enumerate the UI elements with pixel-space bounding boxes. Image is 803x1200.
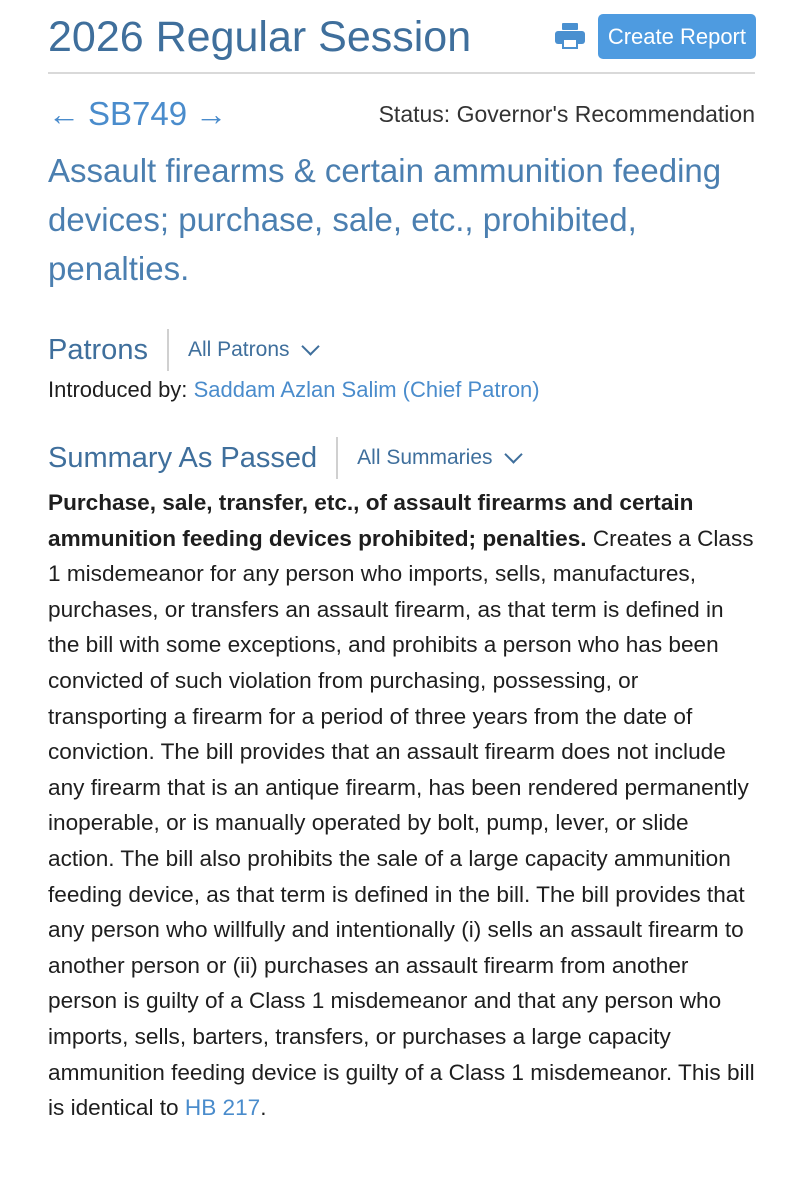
patrons-header [48,329,755,371]
create-report-button[interactable]: Create Report [598,14,756,59]
bill-number: SB749 [88,95,188,132]
all-summaries-label: All Summaries [357,446,493,469]
identical-bill-link[interactable]: HB 217 [184,1095,261,1121]
next-bill-arrow-icon[interactable]: → [195,95,228,132]
session-title: 2026 Regular Session [48,12,472,61]
printer-icon[interactable] [554,21,586,51]
chevron-down-icon [301,337,319,355]
summary-label: Summary As Passed [48,441,318,474]
summary-header [48,437,755,479]
introduced-by [48,377,755,403]
bill-nav-row [48,94,755,134]
bill-title: Assault firearms & certain ammunition feeding devices; purchase, sale, etc., prohibited, penalties. [48,152,722,287]
chief-patron-link[interactable]: Saddam Azlan Salim (Chief Patron) [193,377,540,402]
summary-divider [336,437,338,479]
bill-status: Status: Governor's Recommendation [378,100,755,127]
patrons-label: Patrons [48,333,148,366]
summary-end: . [260,1095,267,1121]
all-patrons-label: All Patrons [187,338,290,361]
all-patrons-dropdown[interactable] [188,338,317,362]
summary-text [48,485,755,1126]
header-actions [554,14,756,59]
introduced-by-label: Introduced by: [48,377,188,402]
page-header [48,0,755,74]
previous-bill-arrow-icon[interactable]: ← [48,95,80,132]
chevron-down-icon [504,445,522,463]
summary-bold-lead: Purchase, sale, transfer, etc., of assault firearms and certain ammunition feeding devices prohibited; penalties. [48,490,694,551]
summary-body: Creates a Class 1 misdemeanor for any person who imports, sells, manufactures, purchases, or transfers an assault firearm, as that term is defined in the bill with some exceptions, and prohibits a person who has been convicted of such violation from purchasing, possessing, or transporting a firearm for a period of three years from the date of conviction. The bill provides that an assault firearm does not include any firearm that is an antique firearm, has been rendered permanently inoperable, or is manually operated by bolt, pump, lever, or slide action. The bill also prohibits the sale of a large capacity ammunition feeding device, as that term is defined in the bill. The bill provides that any person who willfully and intentionally (i) sells an assault firearm to another person or (ii) purchases an assault firearm from another person is guilty of a Class 1 misdemeanor and that any person who imports, sells, barters, transfers, or purchases a large capacity ammunition feeding device is guilty of a Class 1 misdemeanor. This bill is identical to [48,525,755,1121]
bill-nav [48,95,227,133]
all-summaries-dropdown[interactable] [357,446,519,470]
patrons-divider [167,329,169,371]
